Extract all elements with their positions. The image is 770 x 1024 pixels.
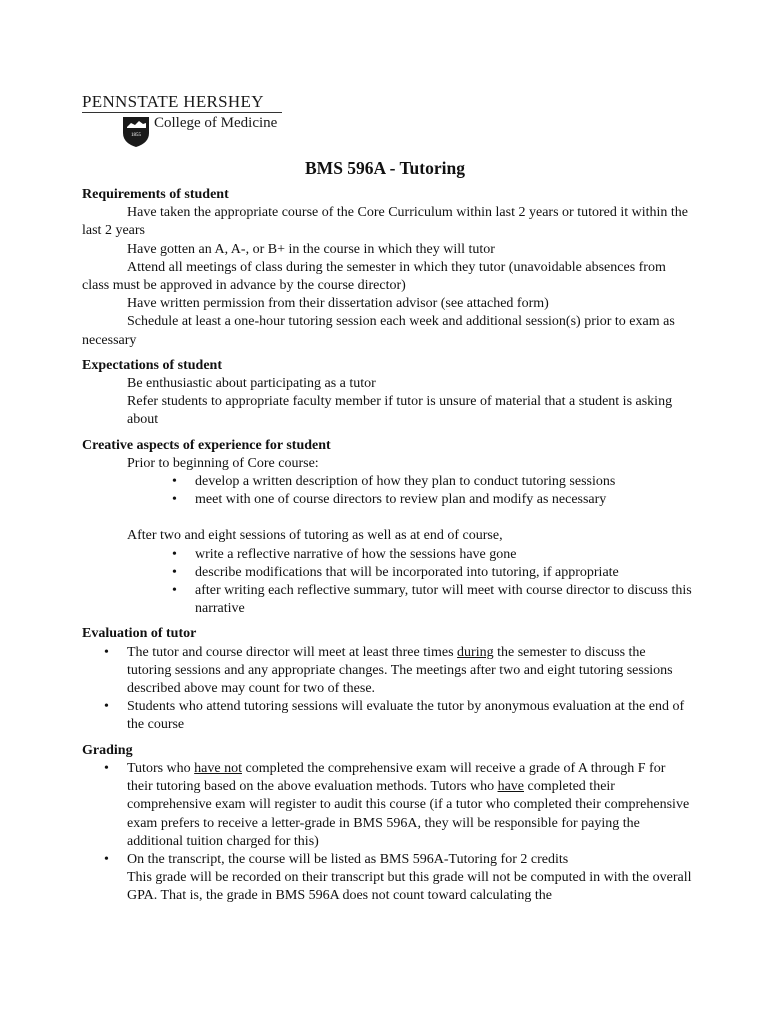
logo-subtitle: College of Medicine xyxy=(154,115,278,131)
requirement-item: Have written permission from their dissertation advisor (see attached form) xyxy=(127,296,549,312)
requirements-heading: Requirements of student xyxy=(82,187,229,202)
expectation-item: Refer students to appropriate faculty member if tutor is unsure of material that a student is asking about xyxy=(127,394,673,428)
list-item: • Students who attend tutoring sessions will evaluate the tutor by anonymous evaluation at the end of the course xyxy=(82,698,692,734)
list-item: • The tutor and course director will meet at least three times during the semester to discuss the tutoring sessions and any appropriate changes. The meetings after two and eight tutoring sessions described above may count for two of these. xyxy=(82,644,692,699)
list-item: • develop a written description of how they plan to conduct tutoring sessions xyxy=(82,473,692,491)
underlined-text: have not xyxy=(194,760,242,776)
creative-prior-intro: Prior to beginning of Core course: xyxy=(127,455,319,471)
seal-year: 1855 xyxy=(131,133,141,138)
underlined-text: during xyxy=(457,644,494,660)
list-item: • write a reflective narrative of how the sessions have gone xyxy=(82,546,692,564)
requirement-item: Have taken the appropriate course of the Core Curriculum within last 2 years or tutored it within the last 2 years xyxy=(82,205,689,239)
expectations-heading: Expectations of student xyxy=(82,357,223,373)
logo-title: PENNSTATE HERSHEY xyxy=(82,92,264,111)
evaluation-heading: Evaluation of tutor xyxy=(82,626,197,642)
document-body xyxy=(82,186,692,906)
requirement-item: Have gotten an A, A-, or B+ in the course in which they will tutor xyxy=(127,241,495,257)
grading-list xyxy=(82,760,692,906)
logo-rule xyxy=(82,112,282,113)
evaluation-list xyxy=(82,644,692,735)
requirement-item: Schedule at least a one-hour tutoring session each week and additional session(s) prior to exam as necessary xyxy=(82,314,675,348)
list-item: • On the transcript, the course will be listed as BMS 596A-Tutoring for 2 credits This grade will be recorded on their transcript but this grade will not be computed in with the overall GPA. That is, the grade in BMS 596A does not count toward calculating the xyxy=(82,851,692,906)
institution-logo xyxy=(82,92,282,138)
expectation-item: Be enthusiastic about participating as a tutor xyxy=(127,376,376,392)
list-item: • Tutors who have not completed the comprehensive exam will receive a grade of A through F for their tutoring based on the above evaluation methods. Tutors who have completed their comprehensive exam will register to audit this course (if a tutor who completed their comprehensive exam prefers to receive a letter-grade in BMS 596A, they will be responsible for paying the additional tuition charged for this) xyxy=(82,760,692,851)
creative-after-intro: After two and eight sessions of tutoring as well as at end of course, xyxy=(127,528,503,544)
list-item: • meet with one of course directors to review plan and modify as necessary xyxy=(82,491,692,509)
requirement-item: Attend all meetings of class during the semester in which they tutor (unavoidable absences from class must be approved in advance by the course director) xyxy=(82,259,666,294)
underlined-text: have xyxy=(497,779,524,795)
grading-heading: Grading xyxy=(82,742,133,758)
shield-icon xyxy=(122,116,150,148)
creative-after-list xyxy=(82,546,692,619)
creative-heading: Creative aspects of experience for student xyxy=(82,437,331,453)
list-item: • describe modifications that will be incorporated into tutoring, if appropriate xyxy=(82,564,692,582)
list-item: • after writing each reflective summary, tutor will meet with course director to discuss this narrative xyxy=(82,582,692,618)
creative-prior-list xyxy=(82,473,692,509)
page-title: BMS 596A - Tutoring xyxy=(305,158,465,178)
